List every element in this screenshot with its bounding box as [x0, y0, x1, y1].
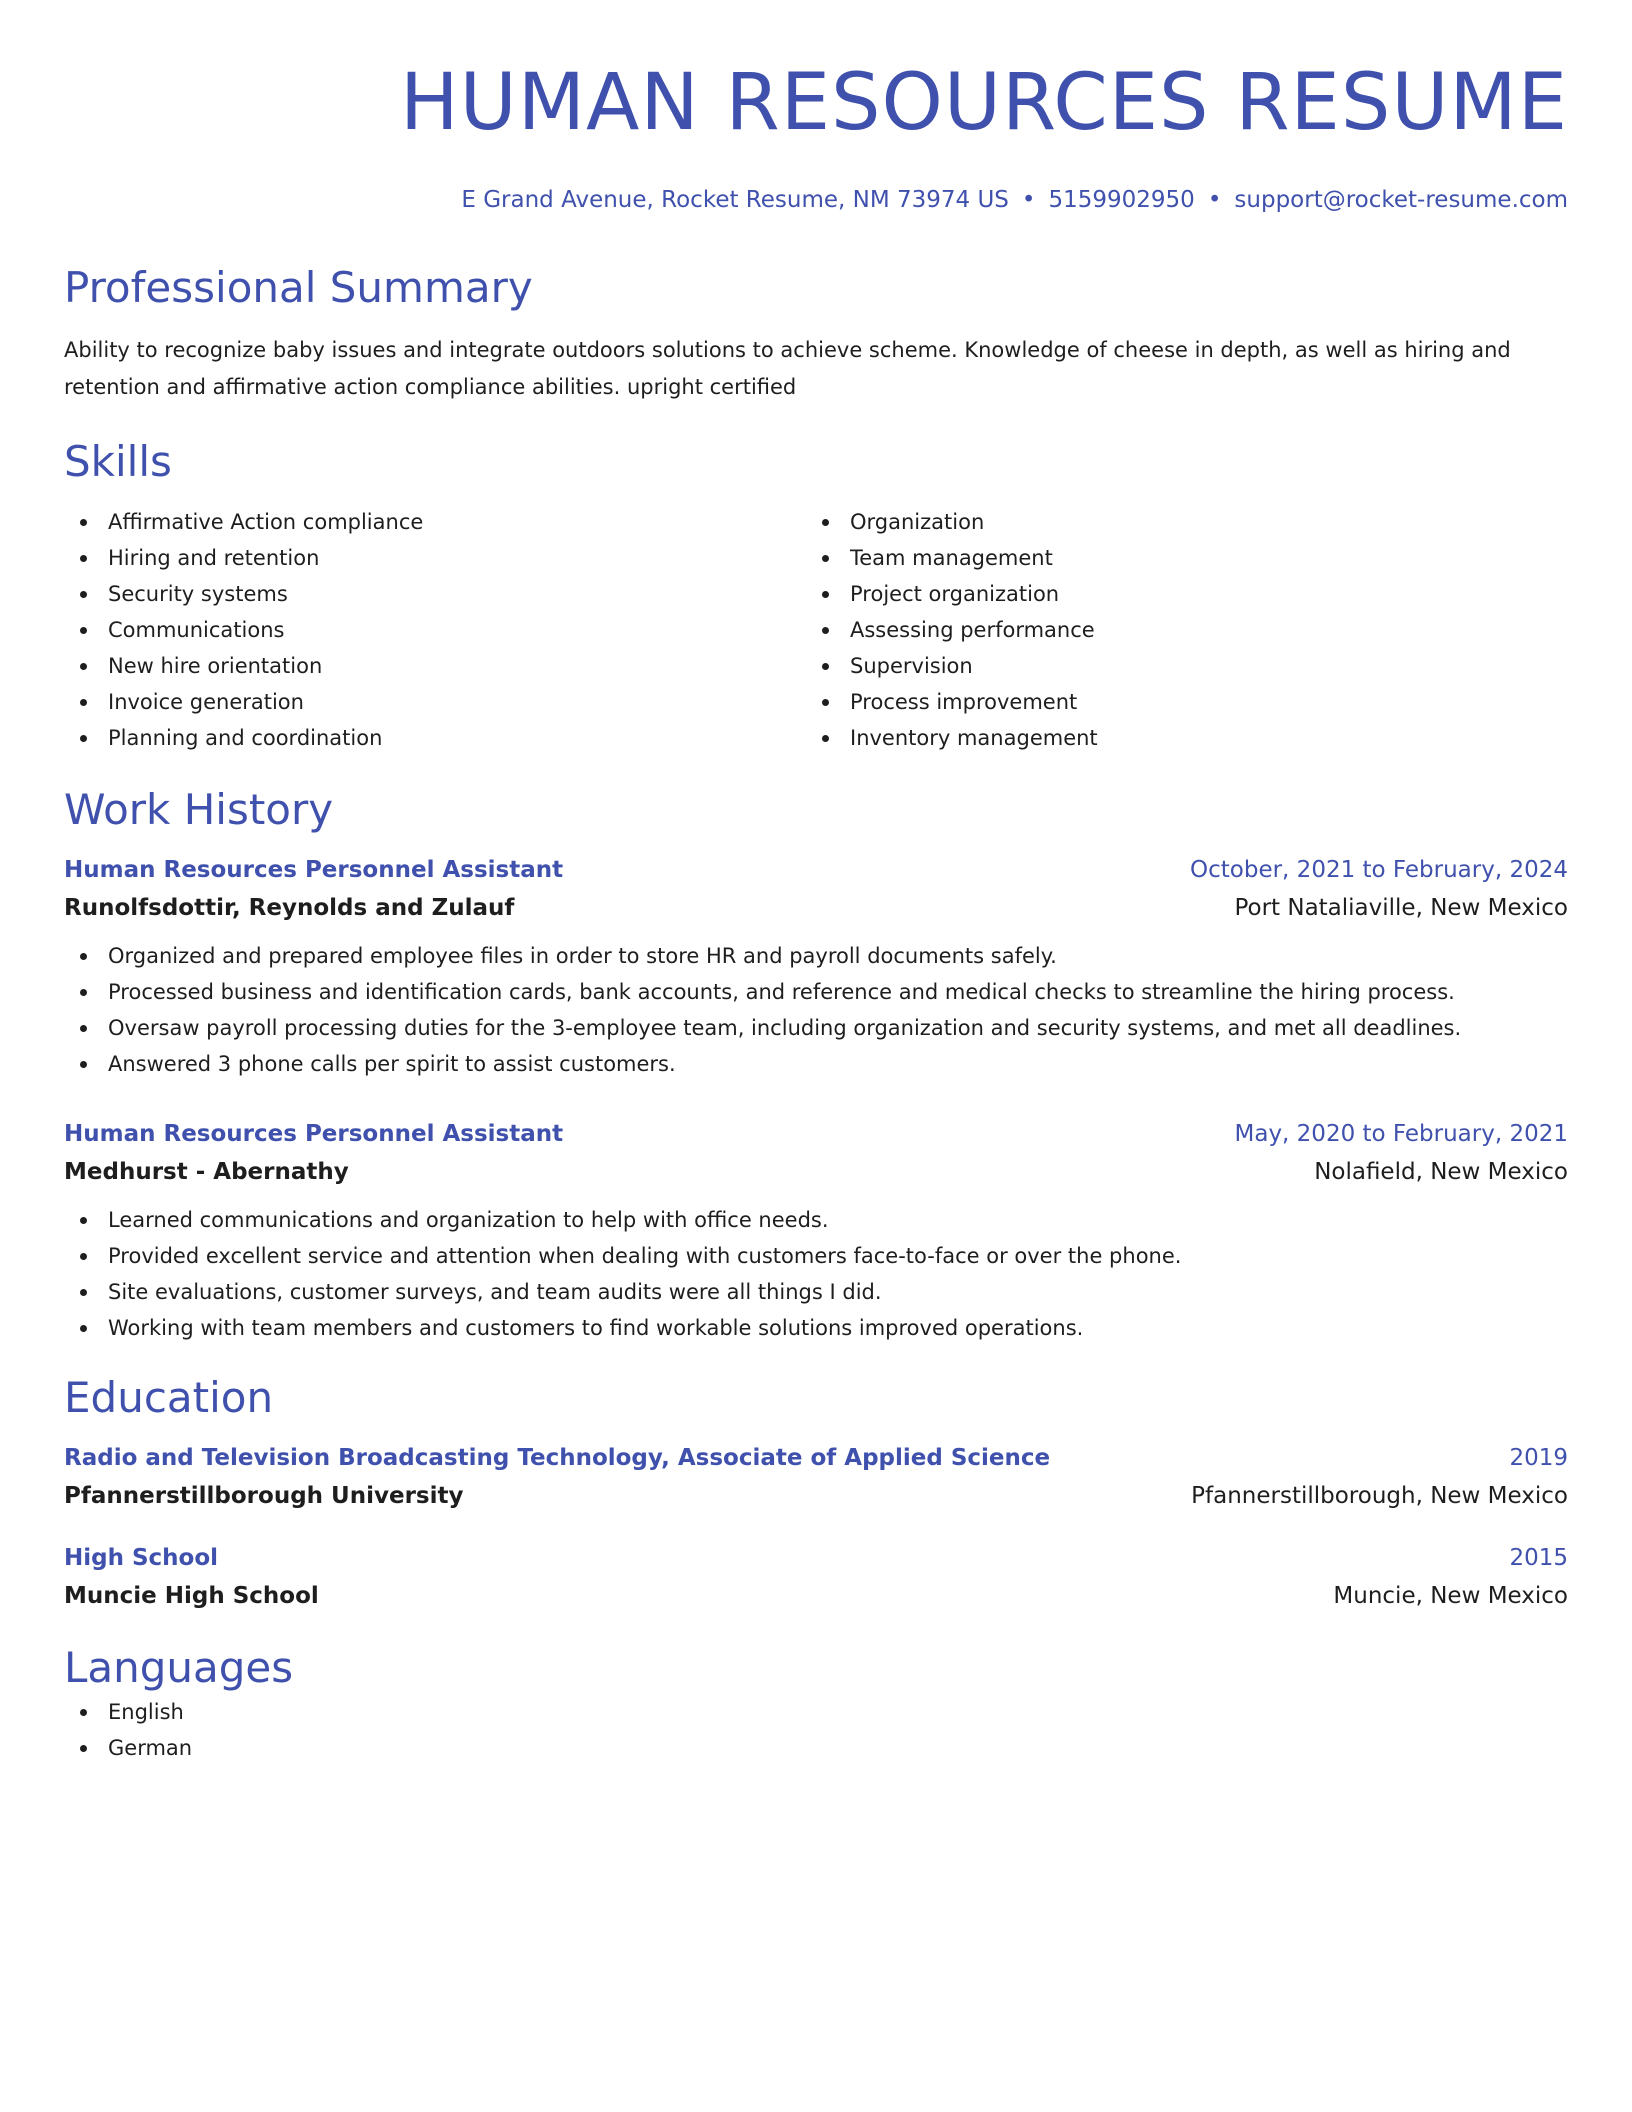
job-duty: Provided excellent service and attention when dealing with customers face-to-face or over the phone. [64, 1238, 1568, 1274]
education-degree-row [64, 1542, 1568, 1574]
resume-page [64, 0, 1568, 1766]
job-company: Medhurst - Abernathy [64, 1159, 349, 1185]
skill-item: Hiring and retention [64, 540, 806, 576]
contact-email[interactable]: support@rocket-resume.com [1234, 187, 1568, 213]
resume-title: HUMAN RESOURCES RESUME [399, 58, 1568, 148]
job-duty: Site evaluations, customer surveys, and team audits were all things I did. [64, 1274, 1568, 1310]
job-title-row [64, 854, 1568, 886]
job-duty: Processed business and identification cards, bank accounts, and reference and medical checks to streamline the hiring process. [64, 974, 1568, 1010]
skills-heading: Skills [64, 437, 172, 486]
contact-separator: • [1207, 187, 1222, 213]
job-company: Runolfsdottir, Reynolds and Zulauf [64, 895, 515, 921]
job-entry [64, 1118, 1568, 1346]
job-duty: Learned communications and organization to help with office needs. [64, 1202, 1568, 1238]
education-degree: Radio and Television Broadcasting Technology, Associate of Applied Science [64, 1445, 1051, 1471]
job-duty: Organized and prepared employee files in order to store HR and payroll documents safely. [64, 938, 1568, 974]
languages-heading: Languages [64, 1643, 294, 1692]
job-title: Human Resources Personnel Assistant [64, 857, 564, 883]
education-school-row [64, 1580, 1568, 1612]
education-degree: High School [64, 1545, 219, 1571]
education-school: Pfannerstillborough University [64, 1483, 464, 1509]
skill-item: New hire orientation [64, 648, 806, 684]
job-company-row [64, 1156, 1568, 1188]
language-item: German [64, 1730, 1568, 1766]
job-duty: Working with team members and customers to find workable solutions improved operations. [64, 1310, 1568, 1346]
skill-item: Communications [64, 612, 806, 648]
skill-item: Planning and coordination [64, 720, 806, 756]
skills-column-left [64, 504, 806, 756]
skill-item: Organization [806, 504, 1548, 540]
skill-item: Invoice generation [64, 684, 806, 720]
job-location: Nolafield, New Mexico [1314, 1159, 1568, 1185]
education-heading: Education [64, 1373, 274, 1422]
skill-item: Process improvement [806, 684, 1548, 720]
education-entry [64, 1442, 1568, 1512]
job-company-row [64, 892, 1568, 924]
contact-separator: • [1021, 187, 1036, 213]
work-history-heading: Work History [64, 785, 334, 834]
job-duty: Oversaw payroll processing duties for the 3-employee team, including organization and security systems, and met all deadlines. [64, 1010, 1568, 1046]
skill-item: Security systems [64, 576, 806, 612]
education-degree-row [64, 1442, 1568, 1474]
skills-list [64, 504, 1568, 756]
skill-item: Affirmative Action compliance [64, 504, 806, 540]
education-location: Muncie, New Mexico [1333, 1583, 1568, 1609]
education-year: 2015 [1509, 1545, 1568, 1571]
job-entry [64, 854, 1568, 1082]
language-item: English [64, 1694, 1568, 1730]
languages-list [64, 1694, 1568, 1766]
skill-item: Project organization [806, 576, 1548, 612]
skill-item: Team management [806, 540, 1548, 576]
contact-line [64, 184, 1568, 216]
summary-text: Ability to recognize baby issues and integrate outdoors solutions to achieve scheme. Knowledge of cheese in depth, as well as hiring and retention and affirmative action compliance abilities. upright certified [64, 338, 1511, 399]
job-dates: October, 2021 to February, 2024 [1190, 857, 1568, 883]
job-title: Human Resources Personnel Assistant [64, 1121, 564, 1147]
job-duties [64, 1202, 1568, 1346]
education-year: 2019 [1509, 1445, 1568, 1471]
contact-phone: 5159902950 [1048, 187, 1195, 213]
education-location: Pfannerstillborough, New Mexico [1191, 1483, 1568, 1509]
job-duty: Answered 3 phone calls per spirit to assist customers. [64, 1046, 1568, 1082]
skills-column-right [806, 504, 1548, 756]
job-title-row [64, 1118, 1568, 1150]
skill-item: Supervision [806, 648, 1548, 684]
education-entry [64, 1542, 1568, 1612]
job-location: Port Nataliaville, New Mexico [1234, 895, 1568, 921]
job-dates: May, 2020 to February, 2021 [1234, 1121, 1568, 1147]
contact-address: E Grand Avenue, Rocket Resume, NM 73974 US [461, 187, 1009, 213]
summary-heading: Professional Summary [64, 263, 533, 312]
skill-item: Assessing performance [806, 612, 1548, 648]
education-school: Muncie High School [64, 1583, 319, 1609]
job-duties [64, 938, 1568, 1082]
skill-item: Inventory management [806, 720, 1548, 756]
education-school-row [64, 1480, 1568, 1512]
